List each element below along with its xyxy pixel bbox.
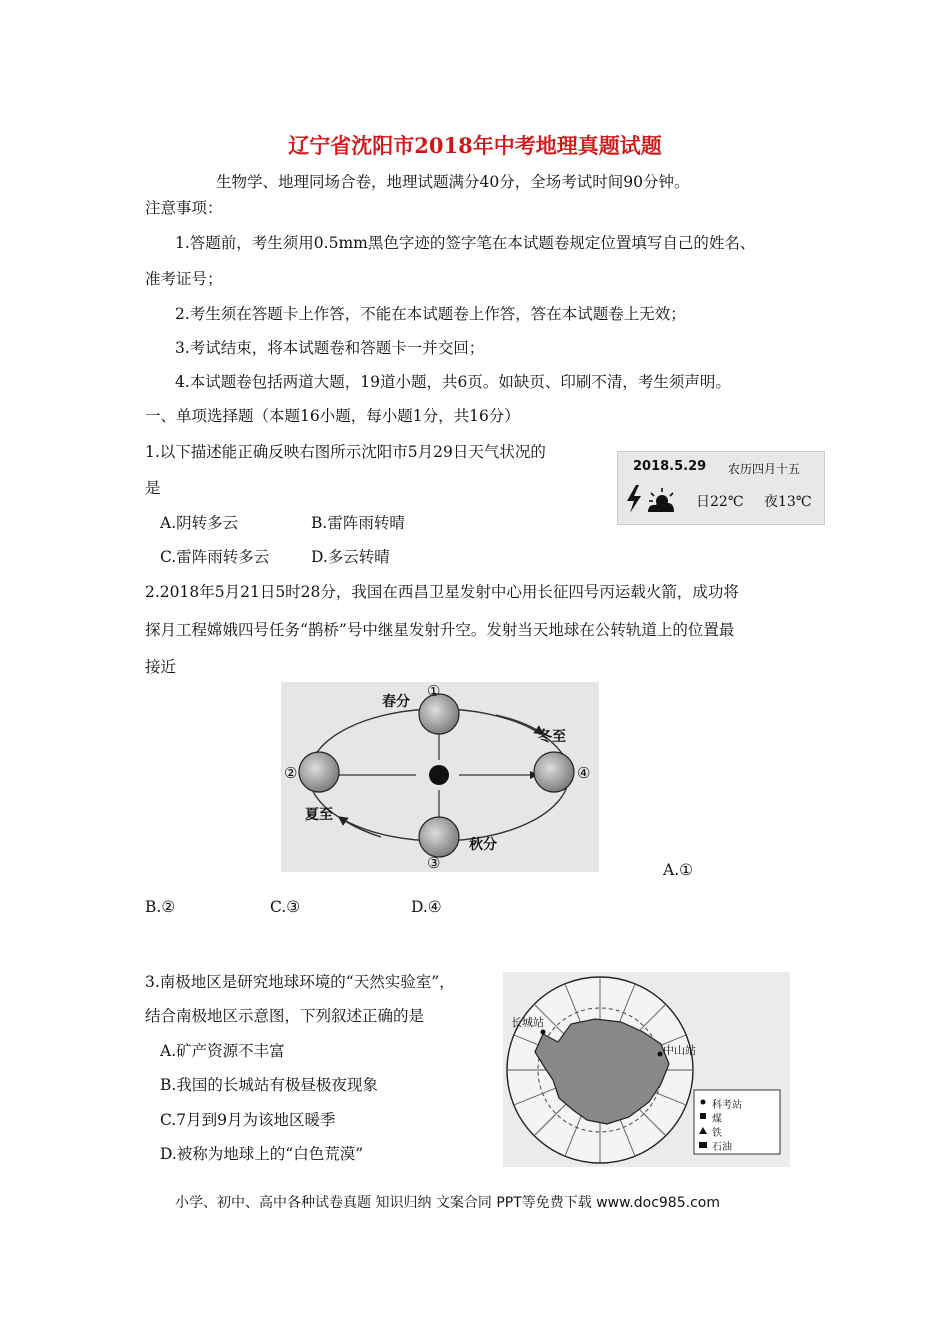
q2-option-d: D.④ — [411, 898, 442, 916]
q1-stem-cont: 是 — [145, 479, 161, 497]
exam-subtitle: 生物学、地理同场合卷，地理试题满分40分，全场考试时间90分钟。 — [216, 173, 690, 191]
marker-3: ③ — [427, 854, 441, 872]
q1-option-b: B.雷阵雨转晴 — [311, 514, 405, 532]
label-spring-equinox: 春分 — [382, 694, 410, 710]
weather-date: 2018.5.29 — [633, 459, 707, 474]
q3-stem-cont: 结合南极地区示意图，下列叙述正确的是 — [145, 1007, 425, 1025]
label-autumn-equinox: 秋分 — [469, 837, 497, 853]
weather-night-temp: 夜13℃ — [764, 494, 812, 510]
q3-option-a: A.矿产资源不丰富 — [160, 1042, 285, 1060]
marker-4: ④ — [577, 764, 591, 782]
q2-stem: 2.2018年5月21日5时28分，我国在西昌卫星发射中心用长征四号丙运载火箭，成功将 — [145, 583, 739, 601]
page-footer: 小学、初中、高中各种试卷真题 知识归纳 文案合同 PPT等免费下载 www.doc985.com — [175, 1195, 720, 1211]
antarctica-map — [503, 972, 790, 1167]
q1-option-a: A.阴转多云 — [160, 514, 239, 532]
q3-option-c: C.7月到9月为该地区暖季 — [160, 1111, 336, 1129]
q1-option-c: C.雷阵雨转多云 — [160, 548, 270, 566]
label-zhongshan-station: 中山站 — [663, 1044, 696, 1057]
q2-stem-cont: 探月工程嫦娥四号任务“鹊桥”号中继星发射升空。发射当天地球在公转轨道上的位置最 — [145, 621, 735, 639]
label-summer-solstice: 夏至 — [305, 807, 333, 823]
legend-oil: 石油 — [712, 1142, 732, 1153]
earth-icon — [419, 694, 459, 734]
marker-2: ② — [284, 764, 298, 782]
q2-stem-cont2: 接近 — [145, 658, 177, 676]
thunderstorm-sun-icon — [622, 482, 680, 516]
q3-option-d: D.被称为地球上的“白色荒漠” — [160, 1145, 364, 1163]
legend-iron: 铁 — [712, 1128, 722, 1139]
q1-option-d: D.多云转晴 — [311, 548, 390, 566]
notice-1: 1.答题前，考生须用0.5mm黑色字迹的签字笔在本试题卷规定位置填写自己的姓名、 — [175, 234, 756, 252]
label-changcheng-station: 长城站 — [511, 1016, 544, 1029]
earth-icon — [534, 752, 574, 792]
sun-icon — [429, 765, 449, 785]
weather-card — [617, 451, 825, 525]
earth-icon — [299, 752, 339, 792]
notice-1-cont: 准考证号； — [145, 270, 223, 288]
marker-1: ① — [427, 682, 441, 700]
legend-coal: 煤 — [712, 1114, 722, 1125]
section-heading: 一、单项选择题（本题16小题，每小题1分，共16分） — [145, 407, 520, 425]
q1-stem: 1.以下描述能正确反映右图所示沈阳市5月29日天气状况的 — [145, 443, 546, 461]
q2-option-b: B.② — [145, 898, 176, 916]
notice-2: 2.考生须在答题卡上作答，不能在本试题卷上作答，答在本试题卷上无效； — [175, 305, 686, 323]
notice-4: 4.本试题卷包括两道大题，19道小题，共6页。如缺页、印刷不清，考生须声明。 — [175, 373, 731, 391]
page-title: 辽宁省沈阳市2018年中考地理真题试题 — [288, 133, 662, 158]
weather-lunar: 农历四月十五 — [728, 462, 801, 476]
legend-research-station: 科考站 — [712, 1100, 742, 1111]
earth-orbit-diagram — [281, 682, 599, 872]
notice-3: 3.考试结束，将本试题卷和答题卡一并交回； — [175, 339, 485, 357]
earth-icon — [419, 817, 459, 857]
q3-option-b: B.我国的长城站有极昼极夜现象 — [160, 1076, 378, 1094]
q2-option-a: A.① — [663, 861, 694, 879]
q2-option-c: C.③ — [270, 898, 301, 916]
notice-heading: 注意事项： — [145, 199, 223, 217]
label-winter-solstice: 冬至 — [538, 729, 566, 745]
q3-stem: 3.南极地区是研究地球环境的“天然实验室”， — [145, 973, 455, 991]
weather-day-temp: 日22℃ — [696, 494, 744, 510]
